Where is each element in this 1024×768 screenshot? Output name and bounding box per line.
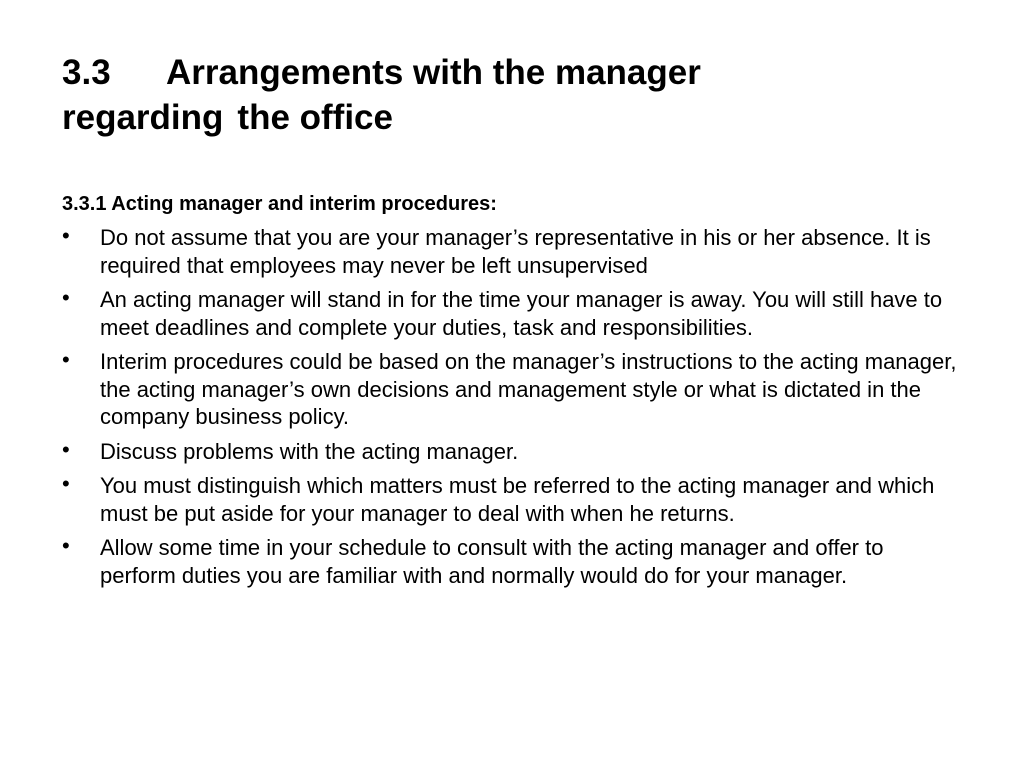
- bullet-item: [62, 438, 962, 466]
- bullet-item: [62, 224, 962, 279]
- title-line-1: Arrangements with the manager: [166, 53, 701, 92]
- slide-title: [62, 50, 962, 140]
- title-line-2-part-2: the office: [237, 98, 393, 137]
- title-line-2-part-1: regarding: [62, 98, 224, 137]
- bullet-text: Allow some time in your schedule to consult with the acting manager and offer to perform duties you are familiar with and normally would do for your manager.: [100, 535, 884, 588]
- bullet-text: Do not assume that you are your manager’s representative in his or her absence. It is required that employees may never be left unsupervised: [100, 225, 931, 278]
- bullet-icon: •: [62, 471, 70, 496]
- bullet-icon: •: [62, 347, 70, 372]
- title-number: 3.3: [62, 53, 111, 92]
- bullet-text: An acting manager will stand in for the time your manager is away. You will still have to meet deadlines and complete your duties, task and responsibilities.: [100, 287, 943, 340]
- bullet-item: [62, 534, 962, 589]
- bullet-icon: •: [62, 223, 70, 248]
- bullet-item: [62, 472, 962, 527]
- bullet-item: [62, 286, 962, 341]
- section-subheading: 3.3.1 Acting manager and interim procedures:: [62, 193, 497, 215]
- bullet-icon: •: [62, 436, 70, 462]
- bullet-list: [62, 224, 962, 596]
- bullet-text: Discuss problems with the acting manager.: [100, 438, 519, 464]
- bullet-text: You must distinguish which matters must be referred to the acting manager and which must be put aside for your manager to deal with when he returns.: [100, 473, 935, 526]
- bullet-text: Interim procedures could be based on the manager’s instructions to the acting manager, the acting manager’s own decisions and management style or what is dictated in the company business policy.: [100, 349, 957, 429]
- bullet-icon: •: [62, 285, 70, 310]
- bullet-item: [62, 348, 962, 431]
- bullet-icon: •: [62, 533, 70, 558]
